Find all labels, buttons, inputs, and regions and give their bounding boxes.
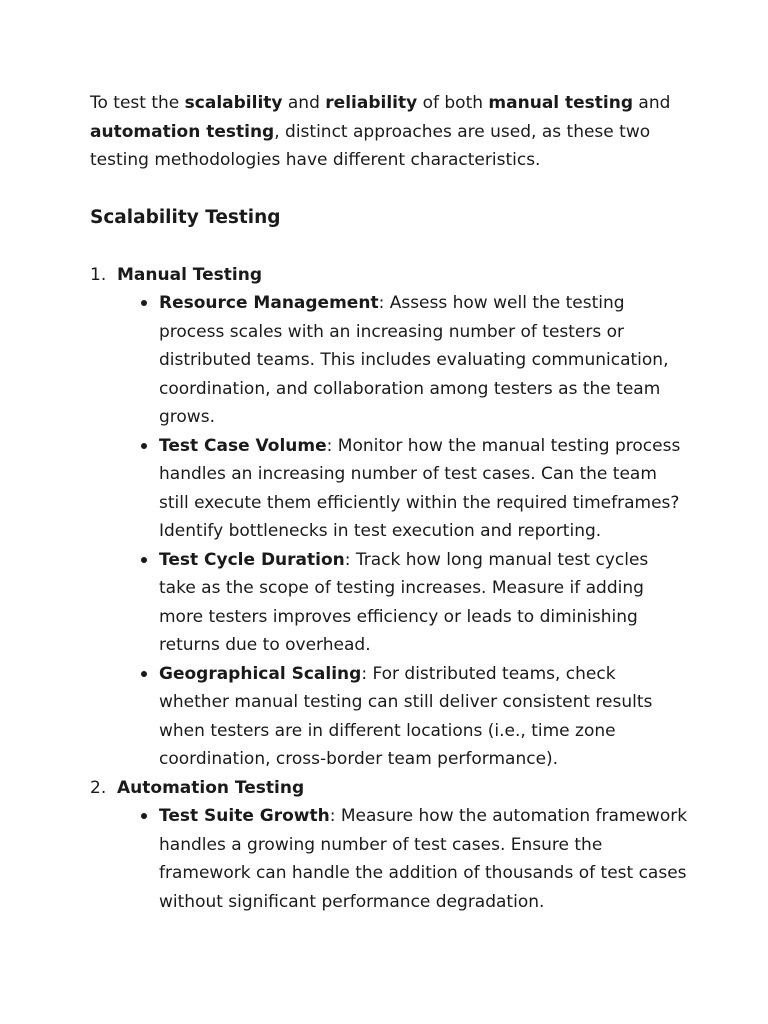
- bullet-item: [132, 802, 690, 916]
- bullet-icon: [141, 813, 147, 819]
- section-heading: Scalability Testing: [90, 206, 281, 228]
- bullet-item: [132, 660, 690, 774]
- intro-text: and: [633, 93, 671, 113]
- bullet-icon: [141, 300, 147, 306]
- bullet-term: Test Case Volume: [159, 435, 327, 456]
- intro-bold-term: manual testing: [488, 93, 634, 113]
- numbered-item-automation-testing: [90, 774, 690, 917]
- intro-paragraph: [90, 89, 690, 175]
- intro-bold-term: scalability: [184, 93, 283, 113]
- bullet-icon: [141, 557, 147, 563]
- bullet-text: : For distributed teams, check whether manual testing can still deliver consistent results when testers are in different locations (i.e., time zone coordination, cross-border team performance).: [159, 663, 653, 769]
- intro-text: , distinct approaches are used, as these two testing methodologies have different characteristics.: [90, 121, 651, 170]
- document-page: [90, 89, 690, 916]
- list-number: 2.: [90, 777, 107, 798]
- intro-text: and: [282, 93, 326, 113]
- numbered-item-manual-testing: [90, 261, 690, 774]
- bullet-text: : Track how long manual test cycles take as the scope of testing increases. Measure if adding more testers improves efficiency or leads to diminishing returns due to overhead.: [159, 549, 649, 655]
- bullet-text: : Monitor how the manual testing process handles an increasing number of test cases. Can the team still execute them efficiently within the required timeframes? Identify bottlenecks in test execution and reporting.: [159, 435, 681, 541]
- bullet-icon: [141, 443, 147, 449]
- bullet-term: Test Suite Growth: [159, 806, 330, 826]
- bullet-list: [117, 289, 690, 774]
- list-number: 1.: [90, 264, 107, 285]
- bullet-text: : Measure how the automation framework handles a growing number of test cases. Ensure the framework can handle the addition of thousands of test cases without significant performance degradation.: [159, 806, 688, 912]
- list-item-title: Automation Testing: [117, 777, 305, 798]
- bullet-term: Resource Management: [159, 293, 379, 313]
- intro-bold-term: automation testing: [90, 121, 275, 142]
- list-item-title: Manual Testing: [117, 264, 263, 285]
- bullet-item: [132, 546, 690, 660]
- bullet-term: Test Cycle Duration: [159, 549, 345, 570]
- bullet-text: : Assess how well the testing process scales with an increasing number of testers or distributed teams. This includes evaluating communication, coordination, and collaboration among testers as the team grows.: [159, 293, 669, 427]
- numbered-list: [90, 261, 690, 917]
- intro-text: To test the: [90, 93, 185, 113]
- bullet-term: Geographical Scaling: [159, 663, 362, 684]
- bullet-icon: [141, 671, 147, 677]
- bullet-list: [117, 802, 690, 916]
- bullet-item: [132, 289, 690, 432]
- intro-text: of both: [417, 93, 489, 113]
- bullet-item: [132, 432, 690, 546]
- intro-bold-term: reliability: [325, 93, 418, 113]
